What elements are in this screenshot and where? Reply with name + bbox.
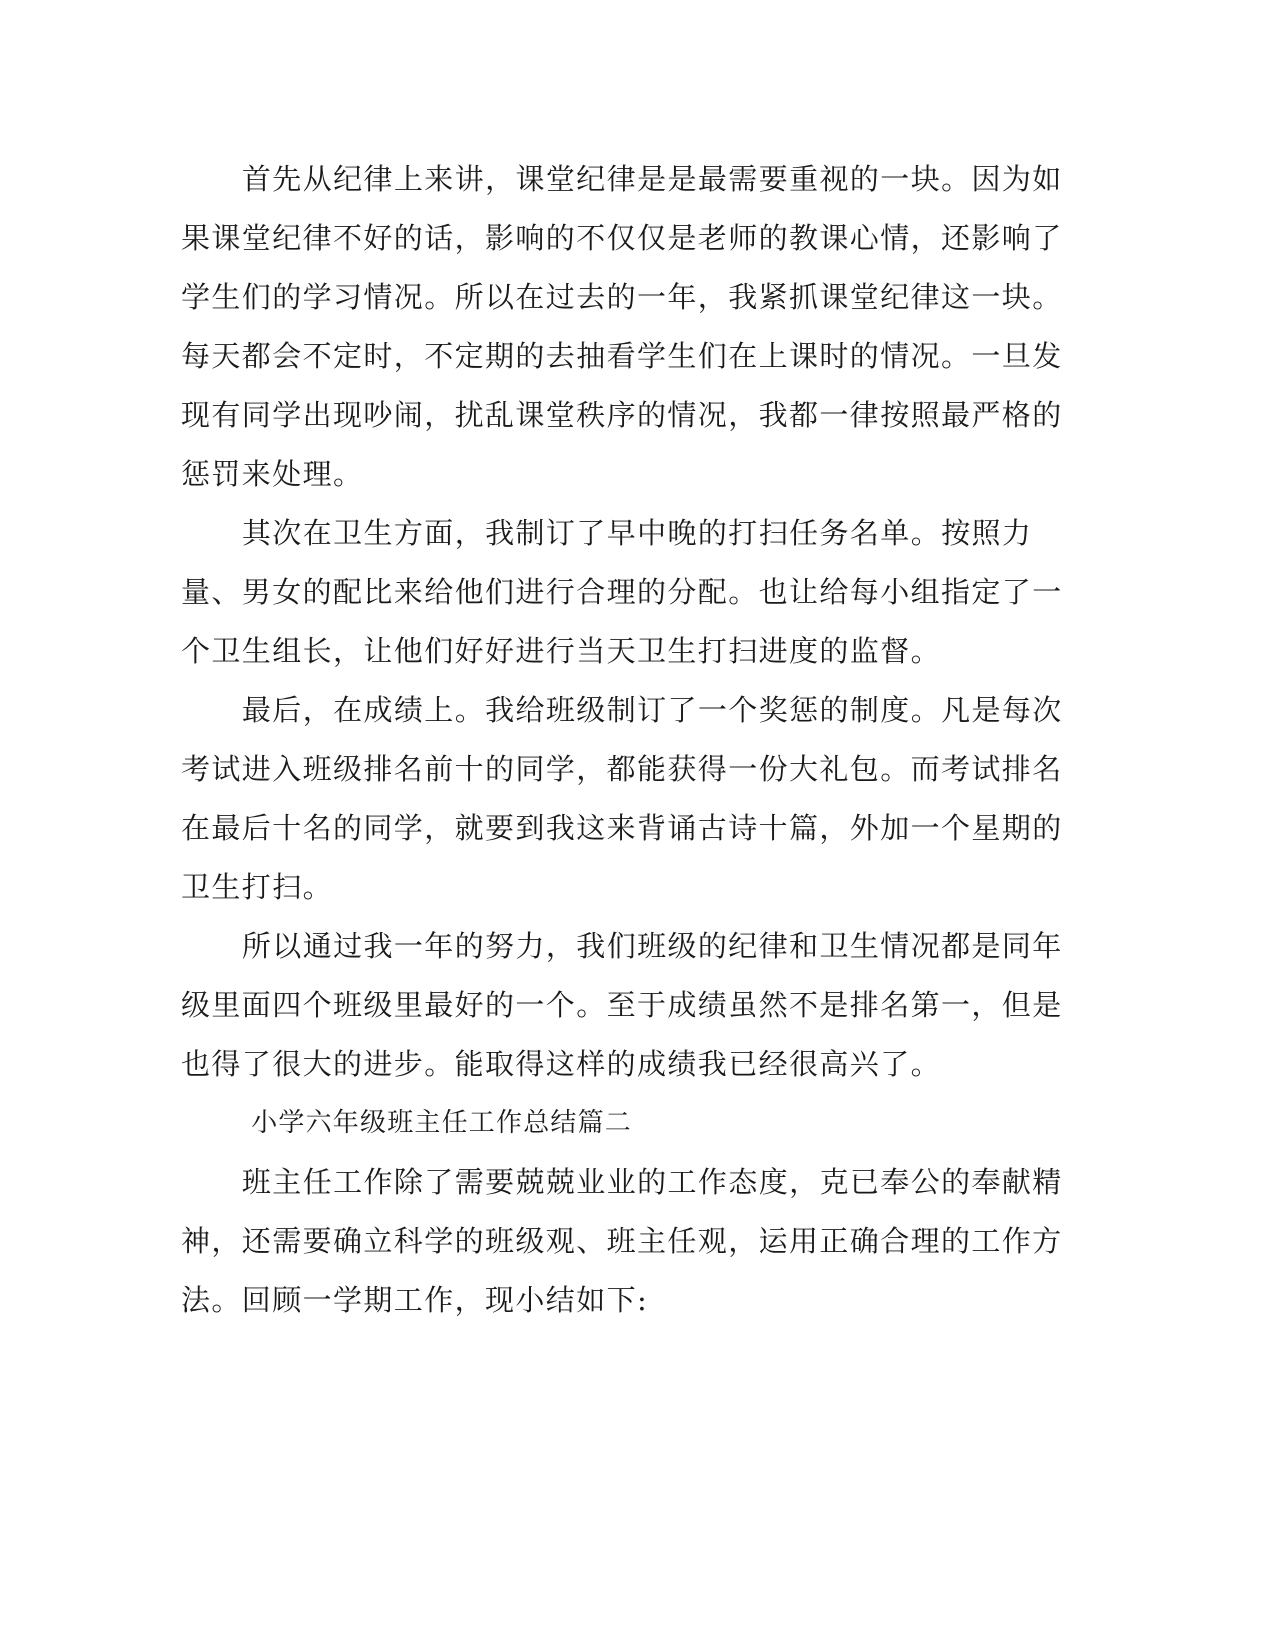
paragraph-discipline: 首先从纪律上来讲，课堂纪律是是最需要重视的一块。因为如果课堂纪律不好的话，影响的不仅仅是老师的教课心情，还影响了学生们的学习情况。所以在过去的一年，我紧抓课堂纪律这一块。每天都会不定时，不定期的去抽看学生们在上课时的情况。一旦发现有同学出现吵闹，扰乱课堂秩序的情况，我都一律按照最严格的惩罚来处理。 [181,162,1063,491]
paragraph-hygiene: 其次在卫生方面，我制订了早中晚的打扫任务名单。按照力量、男女的配比来给他们进行合理的分配。也让给每小组指定了一个卫生组长，让他们好好进行当天卫生打扫进度的监督。 [181,516,1063,668]
paragraph-grades: 最后，在成绩上。我给班级制订了一个奖惩的制度。凡是每次考试进入班级排名前十的同学，都能获得一份大礼包。而考试排名在最后十名的同学，就要到我这来背诵古诗十篇，外加一个星期的卫生打扫。 [181,693,1063,904]
paragraph-intro-part-two: 班主任工作除了需要兢兢业业的工作态度，克已奉公的奉献精神，还需要确立科学的班级观、班主任观，运用正确合理的工作方法。回顾一学期工作，现小结如下: [181,1165,1063,1317]
document-body [181,150,1086,1330]
section-heading: 小学六年级班主任工作总结篇二 [251,1108,632,1138]
paragraph-summary: 所以通过我一年的努力，我们班级的纪律和卫生情况都是同年级里面四个班级里最好的一个。至于成绩虽然不是排名第一，但是也得了很大的进步。能取得这样的成绩我已经很高兴了。 [181,929,1063,1081]
